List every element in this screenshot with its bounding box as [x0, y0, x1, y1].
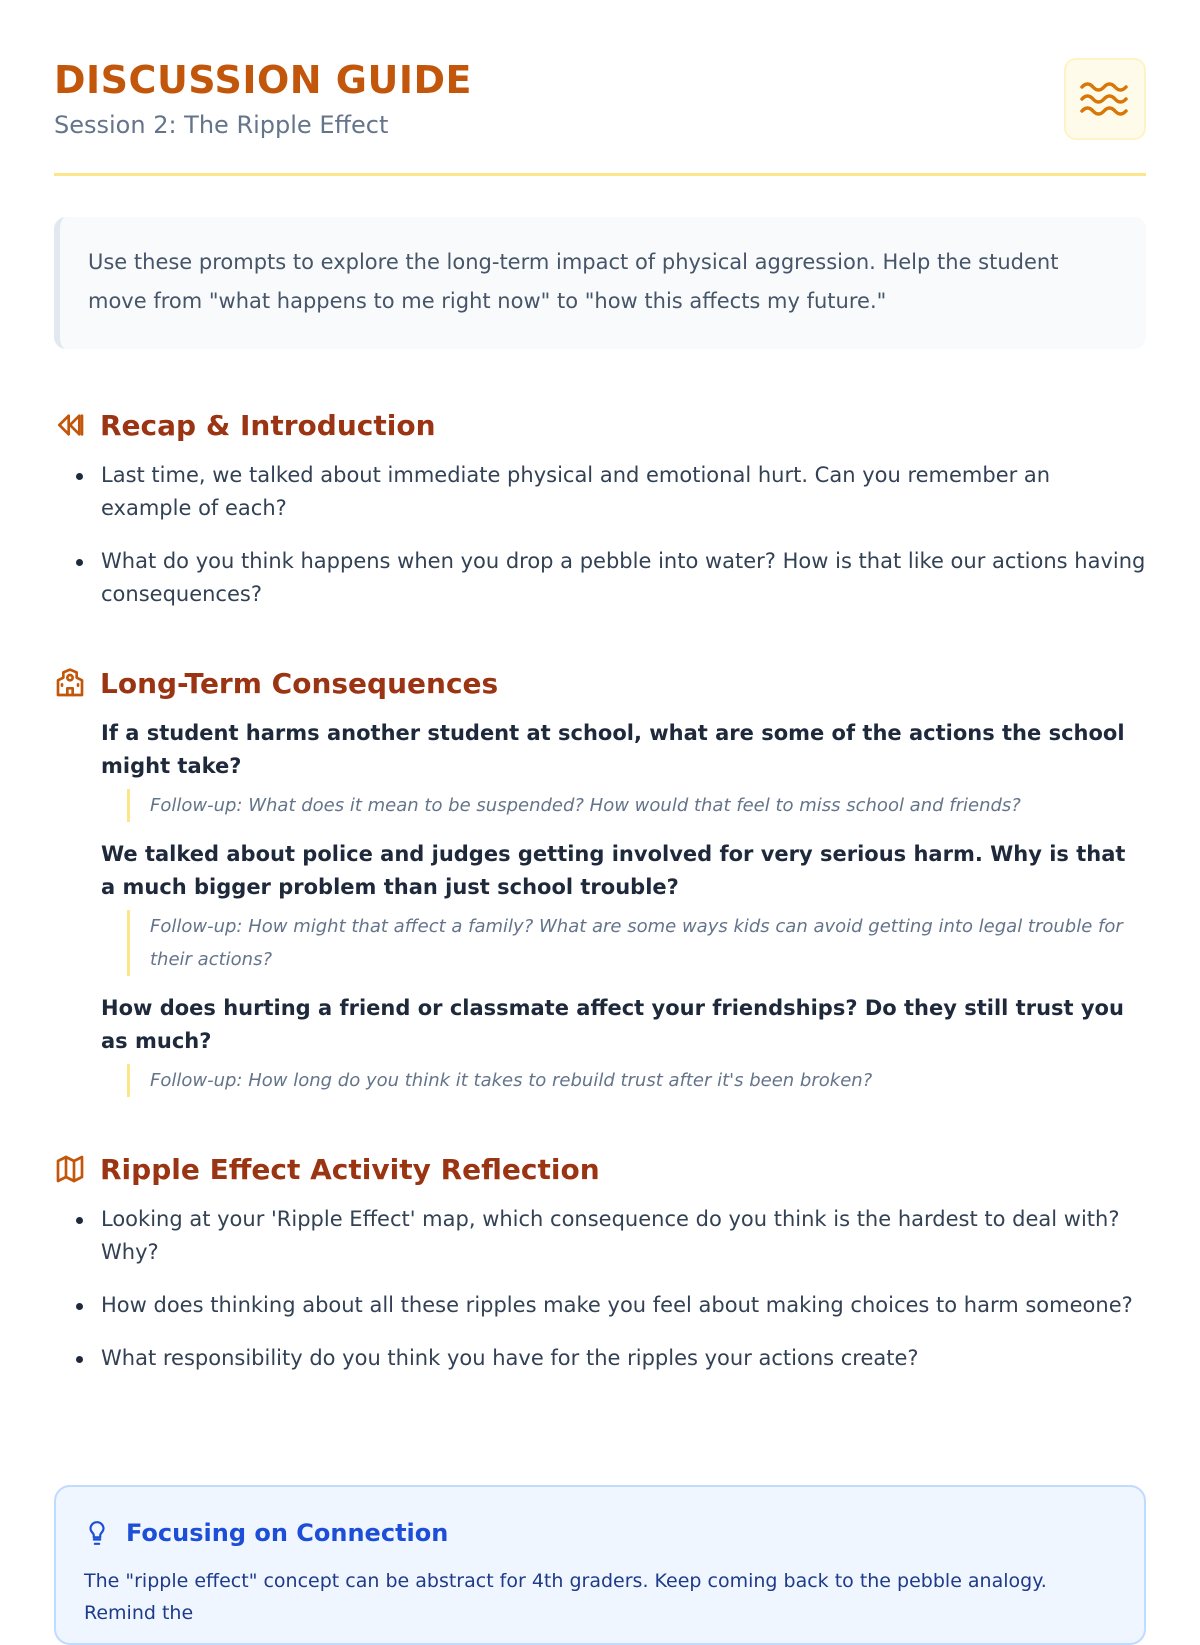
section-heading: [54, 661, 1146, 705]
section-long-term: [54, 661, 1146, 1097]
followup-text: Follow-up: How long do you think it takes to rebuild trust after it's been broken?: [127, 1064, 1146, 1097]
list-item: Last time, we talked about immediate physical and emotional hurt. Can you remember an example of each?: [101, 459, 1146, 525]
waves-icon: [1079, 79, 1131, 119]
intro-callout: [54, 217, 1146, 349]
section-title: Recap & Introduction: [100, 408, 436, 442]
logo-badge: [1064, 58, 1146, 140]
map-icon: [54, 1153, 86, 1185]
list-item: How does thinking about all these ripples make you feel about making choices to harm someone?: [101, 1289, 1146, 1322]
section-title: Long-Term Consequences: [100, 666, 499, 700]
lightbulb-icon: [84, 1520, 110, 1546]
question-item: [101, 838, 1146, 976]
tip-text: The "ripple effect" concept can be abstract for 4th graders. Keep coming back to the pebble analogy. Remind the: [84, 1570, 1047, 1624]
list-item: What responsibility do you think you have for the ripples your actions create?: [101, 1342, 1146, 1375]
tip-callout: [54, 1485, 1146, 1645]
list-item: What do you think happens when you drop a pebble into water? How is that like our actions having consequences?: [101, 545, 1146, 611]
section-heading: [54, 1147, 1146, 1191]
prompt-list: [54, 1203, 1146, 1375]
page-title: DISCUSSION GUIDE: [54, 58, 472, 102]
question-text: We talked about police and judges getting involved for very serious harm. Why is that a much bigger problem than just school trouble?: [101, 842, 1126, 899]
question-item: [101, 992, 1146, 1097]
rewind-icon: [54, 409, 86, 441]
section-title: Ripple Effect Activity Reflection: [100, 1152, 600, 1186]
question-item: [101, 717, 1146, 822]
section-recap: [54, 403, 1146, 611]
followup-text: Follow-up: How might that affect a family? What are some ways kids can avoid getting into legal trouble for their actions?: [127, 910, 1146, 976]
section-reflection: [54, 1147, 1146, 1375]
header: [54, 0, 1146, 176]
page-subtitle: Session 2: The Ripple Effect: [54, 111, 389, 139]
section-heading: [54, 403, 1146, 447]
prompt-list: [54, 459, 1146, 611]
question-text: If a student harms another student at school, what are some of the actions the school might take?: [101, 721, 1125, 778]
list-item: Looking at your 'Ripple Effect' map, which consequence do you think is the hardest to deal with? Why?: [101, 1203, 1146, 1269]
school-icon: [54, 667, 86, 699]
intro-text: Use these prompts to explore the long-term impact of physical aggression. Help the student move from "what happens to me right now" to "how this affects my future.": [88, 250, 1059, 313]
tip-title: Focusing on Connection: [126, 1519, 449, 1547]
tip-heading: [84, 1513, 1116, 1553]
question-text: How does hurting a friend or classmate affect your friendships? Do they still trust you as much?: [101, 996, 1124, 1053]
followup-text: Follow-up: What does it mean to be suspended? How would that feel to miss school and friends?: [127, 789, 1146, 822]
question-list: [54, 717, 1146, 1097]
